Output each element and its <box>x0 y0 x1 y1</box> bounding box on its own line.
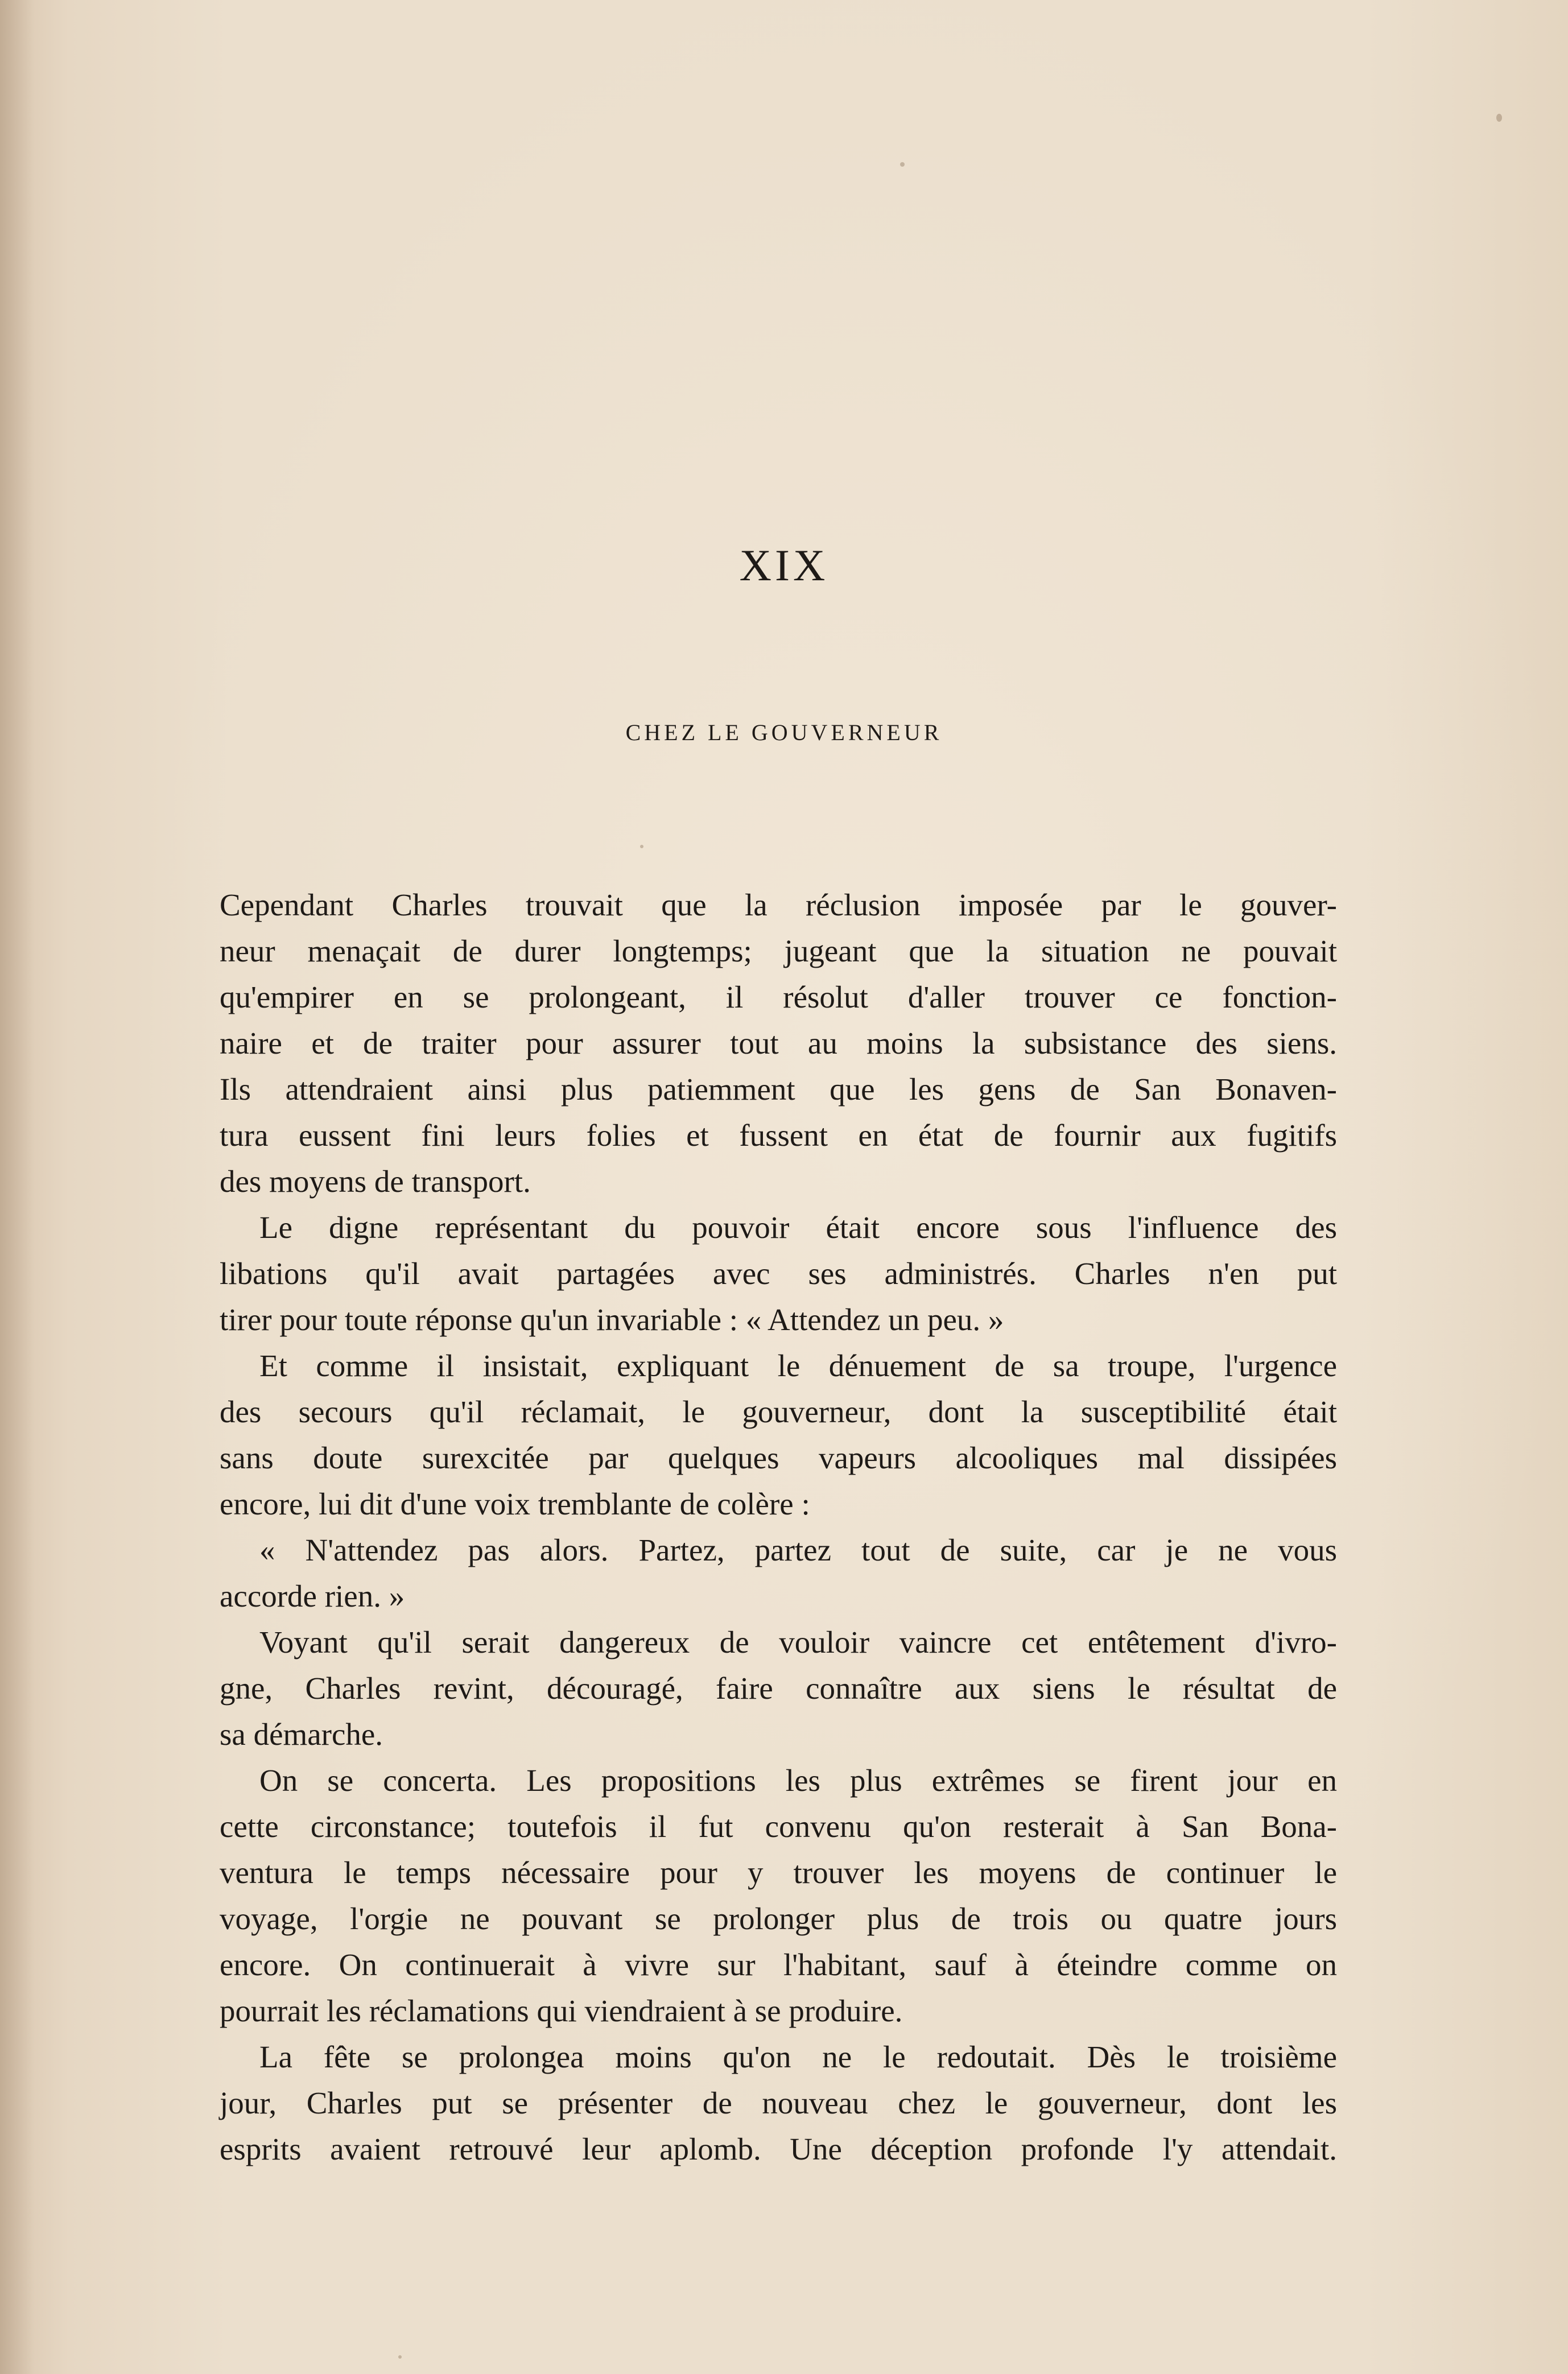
text-line: Et comme il insistait, expliquant le dénuement de sa troupe, l'urgence <box>259 1348 1337 1383</box>
page-edge-shadow <box>0 0 34 2374</box>
text-line: jour, Charles put se présenter de nouveau chez le gouverneur, dont les <box>220 2086 1337 2120</box>
text-line: Voyant qu'il serait dangereux de vouloir vaincre cet entêtement d'ivro- <box>259 1625 1337 1659</box>
text-line: neur menaçait de durer longtemps; jugeant que la situation ne pouvait <box>220 934 1337 968</box>
text-line: cette circonstance; toutefois il fut convenu qu'on resterait à San Bona- <box>220 1809 1337 1844</box>
text-line: tura eussent fini leurs folies et fussent en état de fournir aux fugitifs <box>220 1118 1337 1153</box>
text-line: encore. On continuerait à vivre sur l'habitant, sauf à éteindre comme on <box>220 1947 1337 1982</box>
paper-speck <box>900 162 905 167</box>
text-line: « N'attendez pas alors. Partez, partez tout de suite, car je ne vous <box>259 1533 1337 1567</box>
text-line: ventura le temps nécessaire pour y trouver les moyens de continuer le <box>220 1855 1337 1890</box>
text-line: Le digne représentant du pouvoir était encore sous l'influence des <box>259 1210 1337 1245</box>
text-line: pourrait les réclamations qui viendraient à se produire. <box>220 1993 903 2028</box>
text-line: sa démarche. <box>220 1717 383 1752</box>
paper-speck <box>1496 114 1502 122</box>
text-line: des moyens de transport. <box>220 1164 531 1199</box>
text-line: tirer pour toute réponse qu'un invariable : « Attendez un peu. » <box>220 1302 1004 1337</box>
text-line: La fête se prolongea moins qu'on ne le redoutait. Dès le troisième <box>259 2039 1337 2074</box>
text-line: qu'empirer en se prolongeant, il résolut d'aller trouver ce fonction- <box>220 980 1337 1014</box>
body-text <box>220 882 1337 2172</box>
paper-speck <box>398 2355 402 2359</box>
text-line: voyage, l'orgie ne pouvant se prolonger plus de trois ou quatre jours <box>220 1901 1337 1936</box>
text-line: Ils attendraient ainsi plus patiemment que les gens de San Bonaven- <box>220 1072 1337 1107</box>
text-line: esprits avaient retrouvé leur aplomb. Une déception profonde l'y attendait. <box>220 2132 1337 2166</box>
chapter-number: XIX <box>739 540 829 590</box>
text-line: accorde rien. » <box>220 1579 405 1613</box>
text-line: gne, Charles revint, découragé, faire connaître aux siens le résultat de <box>220 1671 1337 1706</box>
text-line: encore, lui dit d'une voix tremblante de colère : <box>220 1487 810 1521</box>
text-line: des secours qu'il réclamait, le gouverneur, dont la susceptibilité était <box>220 1394 1337 1429</box>
text-line: libations qu'il avait partagées avec ses administrés. Charles n'en put <box>220 1256 1337 1291</box>
paper-speck <box>640 845 643 848</box>
chapter-title: CHEZ LE GOUVERNEUR <box>625 720 943 745</box>
text-line: On se concerta. Les propositions les plus extrêmes se firent jour en <box>259 1763 1337 1798</box>
text-line: naire et de traiter pour assurer tout au moins la subsistance des siens. <box>220 1026 1337 1060</box>
text-line: Cependant Charles trouvait que la réclusion imposée par le gouver- <box>220 887 1337 922</box>
text-line: sans doute surexcitée par quelques vapeurs alcooliques mal dissipées <box>220 1440 1337 1475</box>
